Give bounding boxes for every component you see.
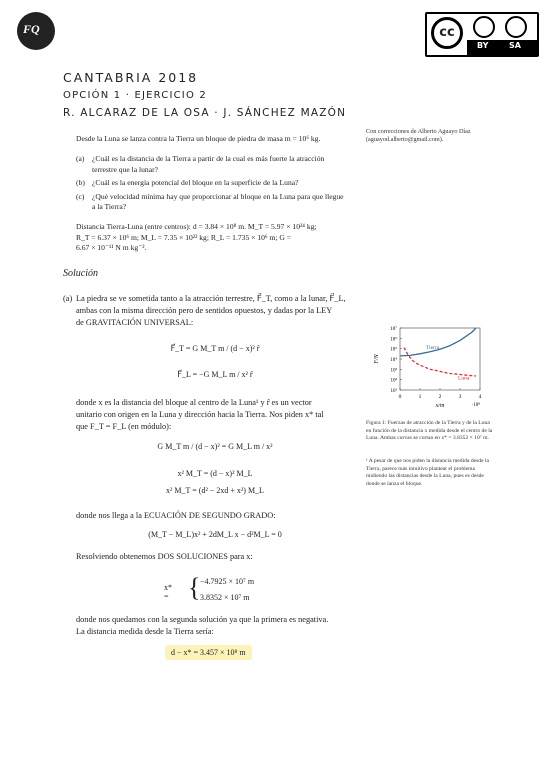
corrections-note: Con correcciones de Alberto Aguayo Díaz (aguayod.alberto@gmail.com).: [366, 128, 471, 143]
y-tick-label: 10⁷: [390, 327, 397, 332]
part-a-intro: La piedra se ve sometida tanto a la atracción terrestre, F⃗_T, como a la lunar, F⃗_L, ambas con la misma dirección pero de sentidos opuestos, y dadas por la LEY de GRAVITACIÓN UNIVERSAL:: [76, 294, 346, 327]
equation-step1: G M_T m / (d − x)² = G M_L m / x²: [157, 442, 273, 451]
y-tick-label: 10⁶: [390, 337, 397, 343]
y-tick-label: 10²: [390, 378, 397, 384]
x-tick-label: 3: [458, 394, 462, 400]
y-tick-label: 10³: [390, 368, 397, 374]
force-chart: [360, 322, 480, 417]
solve-text: Resolviendo obtenemos DOS SOLUCIONES para x:: [76, 552, 253, 561]
sa-label: SA: [509, 41, 521, 50]
y-tick-label: 10⁴: [390, 358, 397, 363]
footnote: ¹ A pesar de que nos piden la distancia medida desde la Tierra, parece más intuitivo plantear el problema midiendo las distancias desde la Luna, pues es desde donde se lanza el bloque.: [366, 458, 489, 487]
series-label-tierra: Tierra: [426, 344, 440, 351]
authors: R. ALCARAZ DE LA OSA · J. SÁNCHEZ MAZÓN: [63, 107, 347, 119]
exercise-subtitle: OPCIÓN 1 · EJERCICIO 2: [63, 90, 207, 101]
attribution-icon: [473, 16, 495, 38]
y-tick-label: 10¹: [390, 389, 397, 394]
x-tick-label: 4: [478, 394, 482, 400]
conclusion-paragraph: donde nos quedamos con la segunda solución ya que la primera es negativa. La distancia medida desde la Tierra sería:: [76, 615, 329, 636]
share-alike-icon: [505, 16, 527, 38]
problem-items: (a) ¿Cuál es la distancia de la Tierra a partir de la cual es más fuerte la atracción terrestre que la lunar? (b) ¿Cuál es la energía potencial del bloque en la superficie de la Luna? (c) ¿Qué velocidad mínima hay que proporcionar al bloque en la Luna para que llegue a la Tierra?: [76, 154, 344, 211]
quadratic-equation: (M_T − M_L)x² + 2dM_L x − d²M_L = 0: [148, 530, 282, 539]
equation-ft: F⃗_T = G M_T m / (d − x)² r̂: [170, 344, 260, 353]
x-tick-label: 2: [438, 394, 442, 400]
page-title: CANTABRIA 2018: [63, 70, 199, 85]
equation-step2: x² M_T = (d − x)² M_L: [177, 469, 253, 478]
y-axis-label: F/N: [374, 354, 380, 364]
equation-fl: F⃗_L = −G M_L m / x² r̂: [177, 370, 253, 379]
result-box: d − x* = 3.457 × 10⁸ m: [165, 645, 252, 660]
series-line-luna: [404, 348, 476, 376]
x-tick-label: 0: [398, 394, 402, 400]
cc-by-sa-badge: [425, 12, 539, 57]
definition-paragraph: donde x es la distancia del bloque al centro de la Luna¹ y r̂ es un vector unitario con origen en la Luna y dirección hacia la Tierra. Nos piden x* tal que F_T = F_L (en módulo):: [76, 398, 324, 431]
solution-heading: Solución: [63, 268, 98, 279]
equation-step3: x² M_T = (d² − 2xd + x²) M_L: [166, 486, 264, 495]
fq-logo: [17, 12, 55, 50]
figure-caption: Figura 1: Fuerzas de atracción de la Tierra y de la Luna en función de la distancia x medida desde el centro de la Luna. Ambas curvas se cortan en x* = 3.8352 × 10⁷ m.: [366, 420, 493, 442]
by-label: BY: [477, 41, 489, 50]
cc-icon: cc: [431, 17, 463, 49]
x-multiplier: ·10⁸: [471, 403, 480, 408]
quadratic-intro: donde nos llega a la ECUACIÓN DE SEGUNDO GRADO:: [76, 511, 276, 520]
x-tick-label: 1: [418, 394, 422, 400]
series-line-tierra: [400, 328, 476, 356]
problem-statement: Desde la Luna se lanza contra la Tierra un bloque de piedra de masa m = 10⁶ kg.: [76, 134, 321, 143]
x-axis-label: x/m: [435, 403, 445, 409]
part-a-label: (a): [63, 294, 73, 303]
logo-text: FQ: [23, 22, 40, 36]
y-tick-label: 10⁵: [390, 347, 397, 353]
series-label-luna: Luna: [458, 375, 470, 382]
problem-data: Distancia Tierra-Luna (entre centros): d = 3.84 × 10⁸ m. M_T = 5.97 × 10²⁴ kg; R_T = 6.37 × 10⁶ m; M_L = 7.35 × 10²² kg; R_L = 1.735 × 10⁶ m; G = 6.67 × 10⁻¹¹ N m kg⁻².: [76, 222, 317, 252]
